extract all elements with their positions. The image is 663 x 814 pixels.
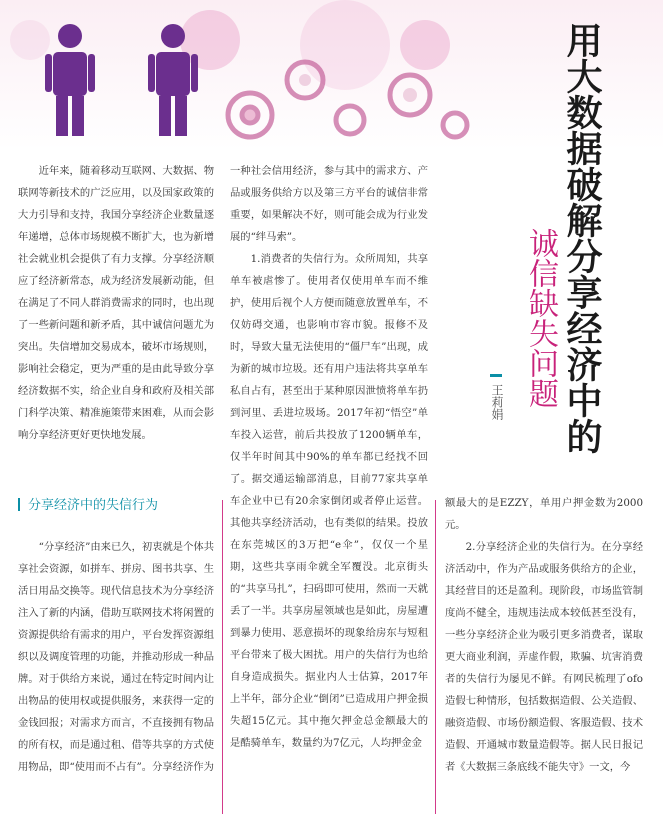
article-title: 用大数据破解分享经济中的 <box>561 22 602 454</box>
bokeh-circle <box>10 20 50 60</box>
column-1-bottom <box>18 536 214 814</box>
body-paragraph: 1.消费者的失信行为。众所周知，共享单车被虐惨了。使用者仅使用单车而不维护，使用后视个人方便而随意放置单车，不仅妨碍交通，也影响市容市貌。报修不及时，导致大量无法使用的“僵尸车”出现，成为新的城市垃圾。还有用户违法将共享单车私自占有，甚至出于某种原因泄愤将单车扔到河里、丢进垃圾场。2017年初“悟空”单车投入运营，前后共投放了1200辆单车，仅半年时间其中90%的单车都已经找不回了。据交通运输部消息，目前77家共享单车企业中已有20余家倒闭或者停止运营。其他共享经济活动，也有类似的结果。投放在东莞城区的3万把“e伞”，仅仅一个星期，这些共享雨伞就全军覆没。北京街头的“共享马扎”，扫码即可使用，然而一天就丢了一半。共享房屋领域也是如此，房屋遭到暴力使用、恶意损坏的现象给房东与短租平台带来了极大困扰。用户的失信行为也给自身造成损失。据业内人士估算，2017年上半年，部分企业“倒闭”已造成用户押金损失超15亿元。其中拖欠押金总金额最大的是酷骑单车，数量约为7亿元，人均押金金 <box>230 253 428 749</box>
body-paragraph: 2.分享经济企业的失信行为。在分享经济活动中，作为产品或服务供给方的企业，其经营目的还是盈利。现阶段，市场监管制度尚不健全，违规违法成本较低甚至没有，一些分享经济企业为吸引更多消费者，谋取更大商业利润，弄虚作假，欺骗、坑害消费者的失信行为屡见不鲜。有网民梳理了ofo造假七种情形，包括数据造假、公关造假、融资造假、市场份额造假、客服造假、技术造假、开通城市数量造假等。据人民日报记者《大数据三条底线不能失守》一文，今 <box>445 541 643 773</box>
column-divider <box>222 500 223 814</box>
section-heading: 分享经济中的失信行为 <box>18 494 158 513</box>
body-paragraph: 一种社会信用经济，参与其中的需求方、产品或服务供给方以及第三方平台的诚信非常重要，如果解决不好，则可能会成为行业发展的“绊马索”。 <box>230 165 428 243</box>
author-name: 王莉娟 <box>490 384 504 420</box>
intro-paragraph: 近年来，随着移动互联网、大数据、物联网等新技术的广泛应用，以及国家政策的大力引导和支持，我国分享经济企业数量逐年递增，总体市场规模不断扩大，也为新增社会就业机会提供了有力支撑。分享经济顺应了经济新常态，成为经济发展新动能，但在满足了不同人群消费需求的同时，也出现了一些新问题和新矛盾，其中诚信问题尤为突出。失信增加交易成本，破坏市场规则，影响社会稳定，更为严重的是由此导致分享经济数据不实，给企业自身和政府及相关部门科学决策、精准施策带来困难，从而会影响分享经济更好更快地发展。 <box>18 165 214 441</box>
gears-icon <box>200 40 500 150</box>
column-2 <box>230 160 428 814</box>
column-divider <box>435 500 436 814</box>
article-subtitle: 诚信缺失问题 <box>523 228 558 408</box>
column-1-top <box>18 160 214 490</box>
author-marker <box>490 374 502 377</box>
column-3 <box>445 492 643 814</box>
body-paragraph: 额最大的是EZZY，单用户押金数为2000元。 <box>445 497 643 531</box>
person-icon <box>45 22 95 137</box>
body-paragraph: “分享经济”由来已久，初衷就是个体共享社会资源，如拼车、拼房、图书共享、生活日用品交换等。现代信息技术为分享经济注入了新的内涵，借助互联网技术将闲置的资源提供给有需求的用户，平台发挥资源组织以及调度管理的功能，并推动形成一种品牌。对于供给方来说，通过在特定时间内让出物品的使用权或提供服务，来获得一定的金钱回报；对需求方而言，不直接拥有物品的所有权，而是通过租、借等共享的方式使用物品，即“使用而不占有”。分享经济作为 <box>18 541 214 773</box>
person-icon <box>148 22 198 137</box>
